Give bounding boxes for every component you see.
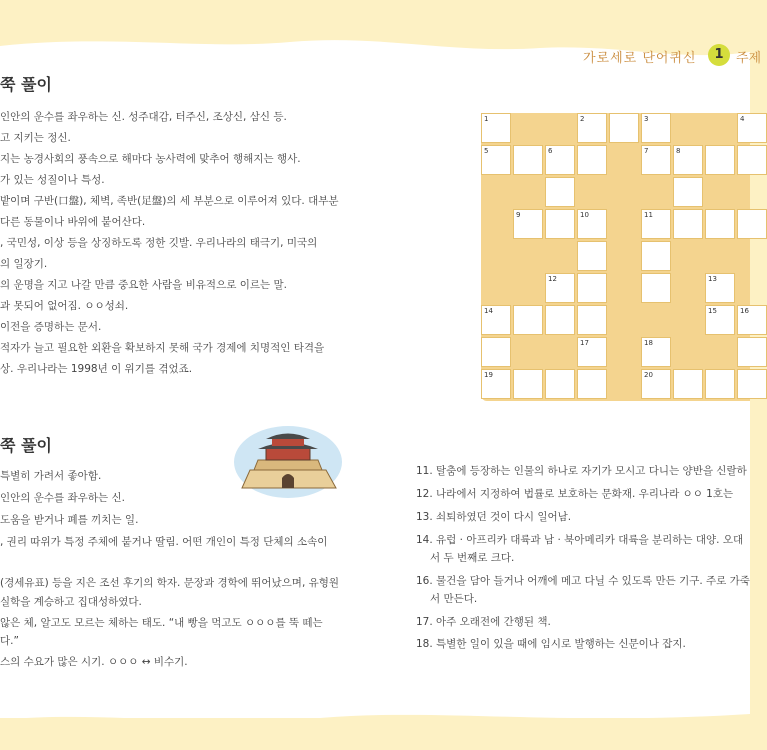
down-clue: 실학을 계승하고 집대성하였다. <box>0 596 142 608</box>
across-heading: 쭉 풀이 <box>0 75 52 94</box>
down-clue: 다.” <box>0 635 19 647</box>
down-clue: 17. 아주 오래전에 간행된 책. <box>416 616 551 628</box>
header-tail: 주제 <box>736 51 762 66</box>
down-clue: 16. 물건을 담아 들거나 어깨에 메고 다닐 수 있도록 만든 기구. 주로 가죽 <box>416 575 750 587</box>
grid-cell[interactable] <box>673 177 703 207</box>
fortress-gate-illustration <box>232 418 344 500</box>
down-clue: 13. 쇠퇴하였던 것이 다시 일어남. <box>416 511 572 523</box>
down-clue: , 권리 따위가 특정 주체에 붙거나 딸림. 어떤 개인이 특정 단체의 소속이 <box>0 536 328 548</box>
grid-cell[interactable]: 6 <box>545 145 575 175</box>
across-clue: 의 운명을 지고 나갈 만큼 중요한 사람을 비유적으로 이르는 말. <box>0 279 287 291</box>
down-clue: 특별히 가려서 좋아함. <box>0 470 102 482</box>
header-title: 가로세로 단어퀴신 <box>583 51 697 66</box>
grid-cell[interactable] <box>481 337 511 367</box>
across-clue: , 국민성, 이상 등을 상징하도록 정한 깃발. 우리나라의 태극기, 미국의 <box>0 237 318 249</box>
grid-cell[interactable]: 9 <box>513 209 543 239</box>
grid-cell[interactable] <box>577 305 607 335</box>
grid-cell[interactable] <box>609 113 639 143</box>
grid-cell[interactable]: 2 <box>577 113 607 143</box>
grid-cell[interactable] <box>641 273 671 303</box>
down-clue: 인안의 운수를 좌우하는 신. <box>0 492 125 504</box>
grid-cell[interactable]: 18 <box>641 337 671 367</box>
down-clue: 서 만든다. <box>430 593 478 605</box>
down-heading: 쭉 풀이 <box>0 436 52 455</box>
grid-cell[interactable]: 20 <box>641 369 671 399</box>
across-clue: 인안의 운수를 좌우하는 신. 성주대감, 터주신, 조상신, 삼신 등. <box>0 111 287 123</box>
across-clue: 적자가 늘고 필요한 외환을 확보하지 못해 국가 경제에 치명적인 타격을 <box>0 342 325 354</box>
grid-cell[interactable]: 16 <box>737 305 767 335</box>
grid-cell[interactable] <box>737 145 767 175</box>
across-clue: 의 일장기. <box>0 258 48 270</box>
grid-cell[interactable] <box>673 369 703 399</box>
down-clue: 11. 탈춤에 등장하는 인물의 하나로 자기가 모시고 다니는 양반을 신랄하 <box>416 465 747 477</box>
across-clue: 가 있는 성질이나 특성. <box>0 174 105 186</box>
grid-cell[interactable]: 19 <box>481 369 511 399</box>
across-clue: 상. 우리나라는 1998년 이 위기를 겪었죠. <box>0 363 193 375</box>
grid-cell[interactable] <box>545 209 575 239</box>
down-clue: 12. 나라에서 지정하여 법률로 보호하는 문화재. 우리나라 ㅇㅇ 1호는 <box>416 488 734 500</box>
down-clue: 않은 체, 알고도 모르는 체하는 태도. “내 빵을 먹고도 ㅇㅇㅇ를 뚝 떼는 <box>0 617 323 629</box>
across-clue: 과 못되어 없어짐. ㅇㅇ성쇠. <box>0 300 129 312</box>
grid-cell[interactable]: 11 <box>641 209 671 239</box>
grid-cell[interactable]: 7 <box>641 145 671 175</box>
grid-cell[interactable] <box>545 305 575 335</box>
across-clue: 지는 농경사회의 풍속으로 해마다 농사력에 맞추어 행해지는 행사. <box>0 153 301 165</box>
grid-cell[interactable]: 8 <box>673 145 703 175</box>
across-clue: 고 지키는 정신. <box>0 132 71 144</box>
grid-cell[interactable]: 5 <box>481 145 511 175</box>
grid-cell[interactable] <box>641 241 671 271</box>
down-clue: 스의 수요가 많은 시기. ㅇㅇㅇ ↔ 비수기. <box>0 656 188 668</box>
crossword-grid <box>481 113 750 401</box>
grid-cell[interactable]: 13 <box>705 273 735 303</box>
grid-cell[interactable] <box>737 337 767 367</box>
across-clue: 이전을 증명하는 문서. <box>0 321 102 333</box>
chapter-badge: 1 <box>708 44 730 66</box>
bottom-wave-band <box>0 700 750 750</box>
grid-cell[interactable] <box>673 209 703 239</box>
down-clue: 도움을 받거나 폐를 끼치는 일. <box>0 514 139 526</box>
down-clue: (경세유표) 등을 지은 조선 후기의 학자. 문장과 경학에 뛰어났으며, 유형원 <box>0 577 340 589</box>
grid-cell[interactable] <box>577 241 607 271</box>
across-clue: 다른 동물이나 바위에 붙어산다. <box>0 216 146 228</box>
grid-cell[interactable] <box>737 209 767 239</box>
grid-cell[interactable] <box>705 209 735 239</box>
grid-cell[interactable]: 1 <box>481 113 511 143</box>
grid-cell[interactable] <box>513 369 543 399</box>
grid-cell[interactable]: 14 <box>481 305 511 335</box>
across-clue: 밭이며 구반(口盤), 체벽, 족반(足盤)의 세 부분으로 이루어져 있다. 대부분 <box>0 195 339 207</box>
grid-cell[interactable]: 15 <box>705 305 735 335</box>
grid-cell[interactable] <box>577 145 607 175</box>
down-clue: 18. 특별한 일이 있을 때에 임시로 발행하는 신문이나 잡지. <box>416 638 686 650</box>
grid-cell[interactable] <box>705 145 735 175</box>
grid-cell[interactable] <box>545 369 575 399</box>
grid-cell[interactable] <box>705 369 735 399</box>
grid-cell[interactable] <box>577 273 607 303</box>
grid-cell[interactable]: 10 <box>577 209 607 239</box>
grid-cell[interactable] <box>545 177 575 207</box>
down-clue: 14. 유럽 · 아프리카 대륙과 남 · 북아메리카 대륙을 분리하는 대양. 오대 <box>416 534 744 546</box>
grid-cell[interactable] <box>513 145 543 175</box>
grid-cell[interactable]: 3 <box>641 113 671 143</box>
grid-cell[interactable]: 12 <box>545 273 575 303</box>
top-wave-edge <box>0 0 750 80</box>
grid-cell[interactable]: 4 <box>737 113 767 143</box>
grid-cell[interactable] <box>737 369 767 399</box>
grid-cell[interactable] <box>513 305 543 335</box>
grid-cell[interactable] <box>577 369 607 399</box>
grid-cell[interactable]: 17 <box>577 337 607 367</box>
down-clue: 서 두 번째로 크다. <box>430 552 515 564</box>
